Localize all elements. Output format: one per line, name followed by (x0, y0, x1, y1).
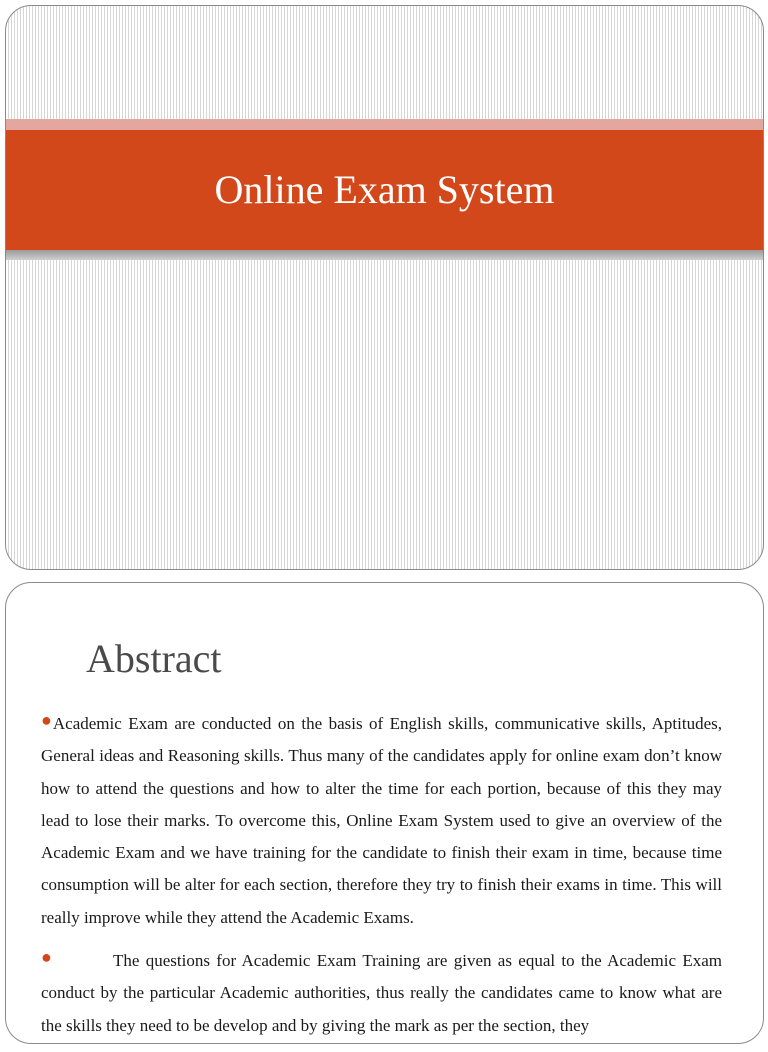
abstract-paragraph-1-text: Academic Exam are conducted on the basis of English skills, communicative skills, Aptitudes, General ideas and Reasoning skills. Thus many of the candidates apply for online exam don’t know how to attend the questions and how to alter the time for each portion, because of this they may lead to lose their marks. To overcome this, Online Exam System used to give an overview of the Academic Exam and we have training for the candidate to finish their exam in time, because time consumption will be alter for each section, therefore they try to finish their exams in time. This will really improve while they attend the Academic Exams. (41, 714, 722, 927)
title-slide (5, 5, 764, 570)
bullet-dot-icon: ● (41, 710, 52, 730)
abstract-paragraph-2-text: The questions for Academic Exam Training are given as equal to the Academic Exam conduct by the particular Academic authorities, thus really the candidates came to know what are the skills they need to be develop and by giving the mark as per the section, they (41, 951, 722, 1035)
abstract-heading: Abstract (86, 636, 222, 681)
abstract-paragraph-1 (41, 707, 722, 934)
abstract-paragraph-2 (41, 944, 722, 1042)
title-band-shadow (6, 250, 763, 260)
abstract-body (41, 707, 722, 1052)
bullet-dot-icon: ● (41, 947, 52, 968)
slide-title: Online Exam System (214, 167, 555, 212)
abstract-slide (5, 582, 764, 1044)
